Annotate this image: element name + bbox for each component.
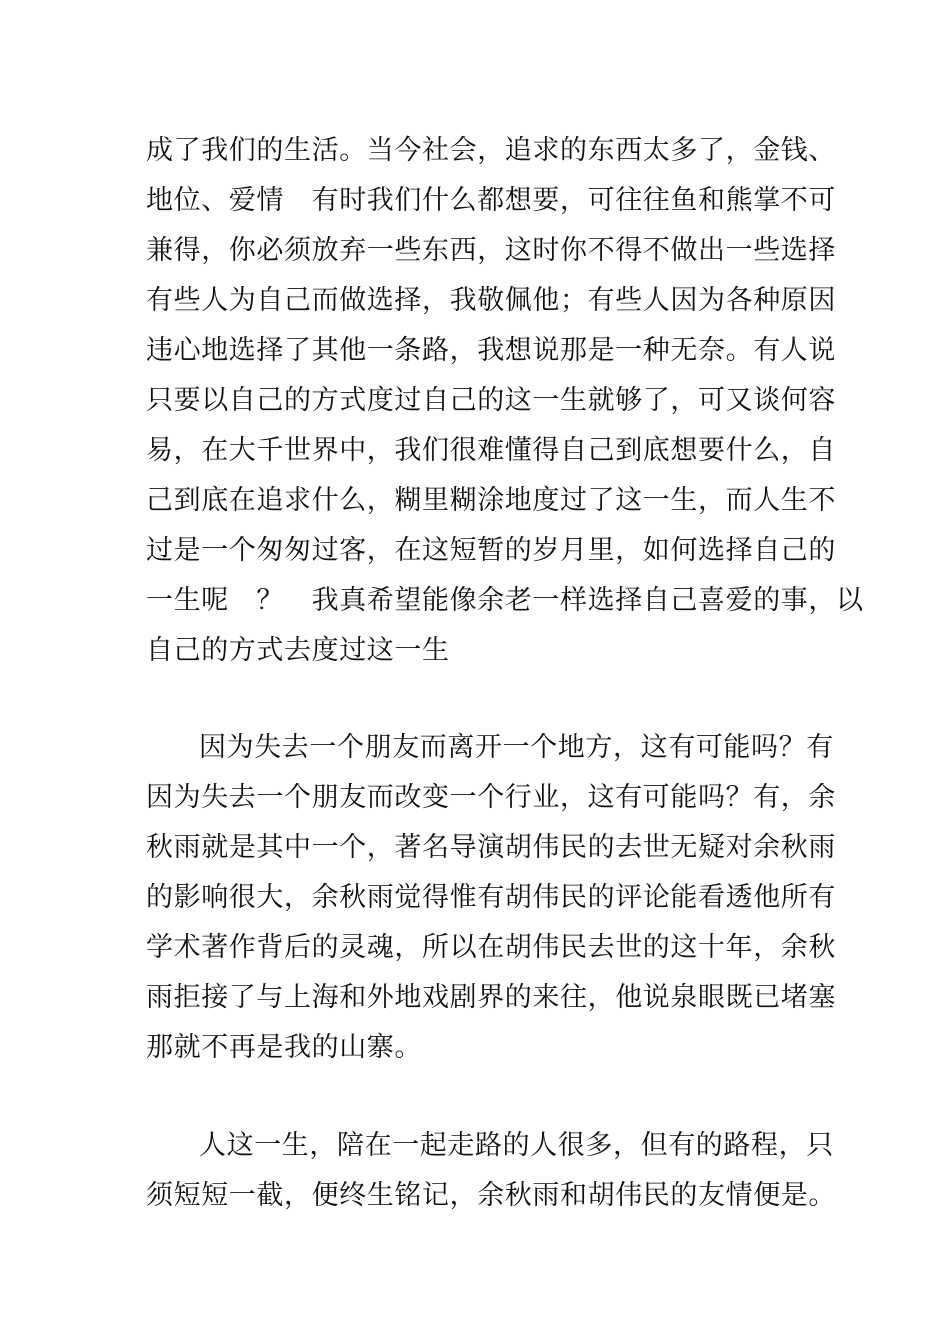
text-line: 一生呢 ？ 我真希望能像余老一样选择自己喜爱的事，以 — [146, 585, 864, 616]
text-line: 有些人为自己而做选择，我敬佩他；有些人因为各种原因 — [146, 285, 836, 316]
text-line: 成了我们的生活。当今社会，追求的东西太多了，金钱、 — [146, 135, 836, 166]
text-line: 因为失去一个朋友而离开一个地方，这有可能吗？有 — [199, 732, 834, 763]
text-line: 人这一生，陪在一起走路的人很多，但有的路程，只 — [199, 1130, 834, 1161]
text-line: 地位、爱情 有时我们什么都想要，可往往鱼和熊掌不可 — [146, 185, 836, 216]
text-line: 雨拒接了与上海和外地戏剧界的来往，他说泉眼既已堵塞 — [146, 982, 836, 1013]
text-line: 须短短一截，便终生铭记，余秋雨和胡伟民的友情便是。 — [146, 1180, 836, 1211]
text-line: 学术著作背后的灵魂，所以在胡伟民去世的这十年，余秋 — [146, 932, 836, 963]
text-line: 秋雨就是其中一个，著名导演胡伟民的去世无疑对余秋雨 — [146, 832, 836, 863]
text-line: 只要以自己的方式度过自己的这一生就够了，可又谈何容 — [146, 385, 836, 416]
text-line: 己到底在追求什么，糊里糊涂地度过了这一生，而人生不 — [146, 485, 836, 516]
text-line: 违心地选择了其他一条路，我想说那是一种无奈。有人说 — [146, 335, 836, 366]
text-line: 自己的方式去度过这一生 — [146, 635, 450, 666]
text-line: 那就不再是我的山寨。 — [146, 1032, 422, 1063]
text-line: 因为失去一个朋友而改变一个行业，这有可能吗？有，余 — [146, 782, 836, 813]
text-line: 易，在大千世界中，我们很难懂得自己到底想要什么，自 — [146, 435, 836, 466]
text-line: 的影响很大，余秋雨觉得惟有胡伟民的评论能看透他所有 — [146, 882, 836, 913]
text-line: 过是一个匆匆过客，在这短暂的岁月里，如何选择自己的 — [146, 535, 836, 566]
text-line: 兼得，你必须放弃一些东西，这时你不得不做出一些选择 — [146, 235, 836, 266]
